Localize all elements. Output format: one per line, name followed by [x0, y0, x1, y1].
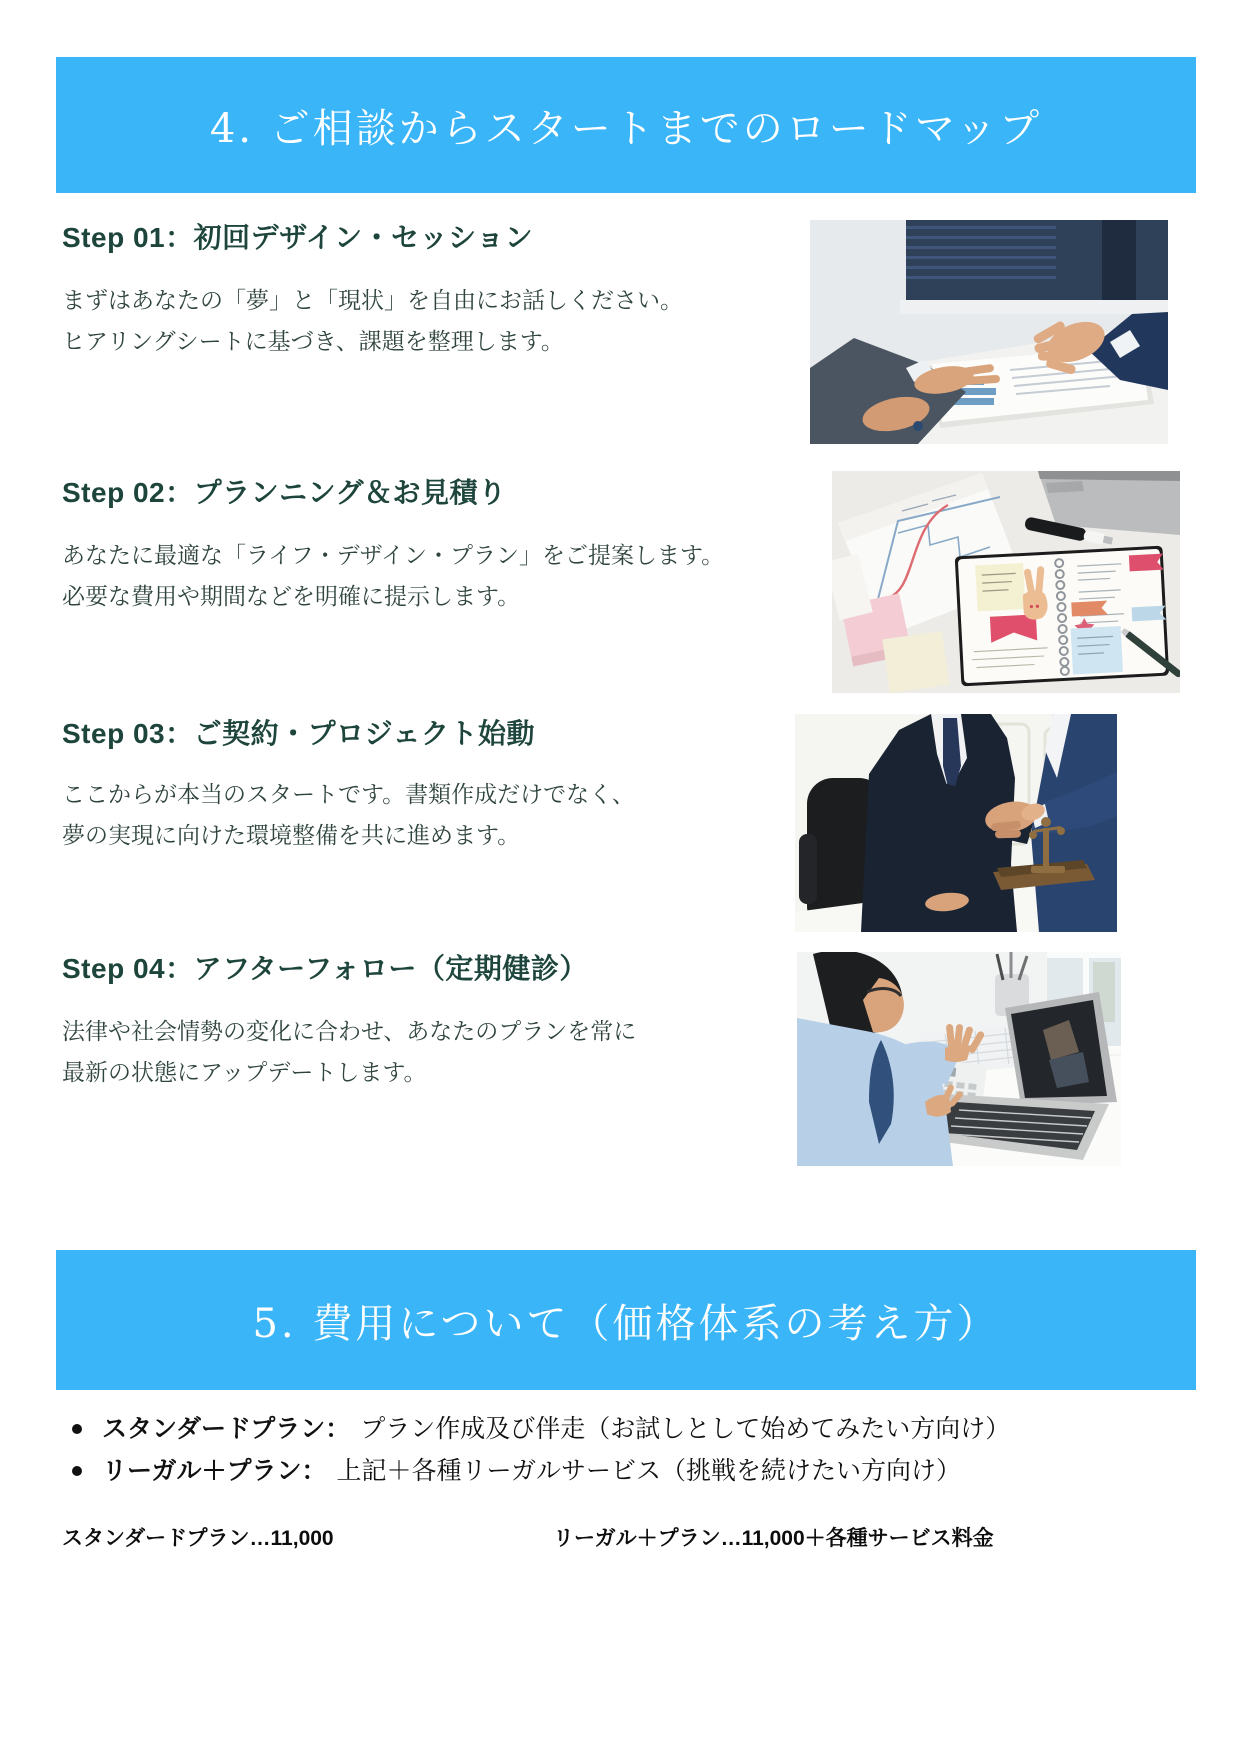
step-02-description [62, 535, 724, 617]
step-03-description-line-2: 夢の実現に向けた環境整備を共に進めます。 [62, 822, 521, 848]
price-legal-plan: リーガル＋プラン…11,000＋各種サービス料金 [553, 1527, 994, 1550]
step-03-description-line-1: ここからが本当のスタートです。書類作成だけでなく、 [62, 781, 635, 807]
step-01-heading: Step 01：初回デザイン・セッション [62, 222, 534, 253]
step-02-description-line-2: 必要な費用や期間などを明確に提示します。 [62, 583, 521, 609]
bullet-dot-icon [72, 1466, 82, 1476]
bullet-dot-icon [72, 1424, 82, 1434]
step-02-photo-planning-desk [832, 471, 1180, 693]
plan-legal-label: リーガル＋プラン： [102, 1457, 327, 1485]
step-01-photo-consultation-meeting [810, 220, 1168, 444]
step-03-heading: Step 03：ご契約・プロジェクト始動 [62, 718, 536, 749]
section-4-title: 4. ご相談からスタートまでのロードマップ [209, 105, 1043, 152]
step-04-description [62, 1011, 636, 1093]
step-01-description [62, 280, 683, 362]
plan-item-standard [66, 1408, 1010, 1450]
step-04-description-line-1: 法律や社会情勢の変化に合わせ、あなたのプランを常に [62, 1018, 637, 1044]
step-04-heading: Step 04：アフターフォロー（定期健診） [62, 953, 588, 984]
step-01-description-line-1: まずはあなたの「夢」と「現状」を自由にお話しください。 [62, 287, 683, 313]
step-03-description [62, 774, 635, 856]
plan-standard-desc: プラン作成及び伴走（お試しとして始めてみたい方向け） [360, 1415, 1011, 1443]
plan-legal-desc: 上記＋各種リーガルサービス（挑戦を続けたい方向け） [336, 1457, 962, 1485]
section-4-banner [56, 57, 1196, 193]
section-5-banner [56, 1250, 1196, 1390]
section-5-title: 5. 費用について（価格体系の考え方） [252, 1300, 1000, 1347]
plan-item-legal [66, 1450, 1010, 1492]
price-standard-plan: スタンダードプラン…11,000 [62, 1527, 334, 1550]
step-02-heading: Step 02：プランニング＆お見積り [62, 477, 507, 508]
step-01-description-line-2: ヒアリングシートに基づき、課題を整理します。 [62, 328, 564, 354]
plan-list [66, 1408, 1010, 1492]
step-03-photo-handshake [795, 714, 1117, 932]
step-04-description-line-2: 最新の状態にアップデートします。 [62, 1059, 427, 1085]
step-04-photo-video-call [797, 952, 1121, 1166]
plan-standard-label: スタンダードプラン： [102, 1415, 351, 1443]
step-02-description-line-1: あなたに最適な「ライフ・デザイン・プラン」をご提案します。 [62, 542, 725, 568]
